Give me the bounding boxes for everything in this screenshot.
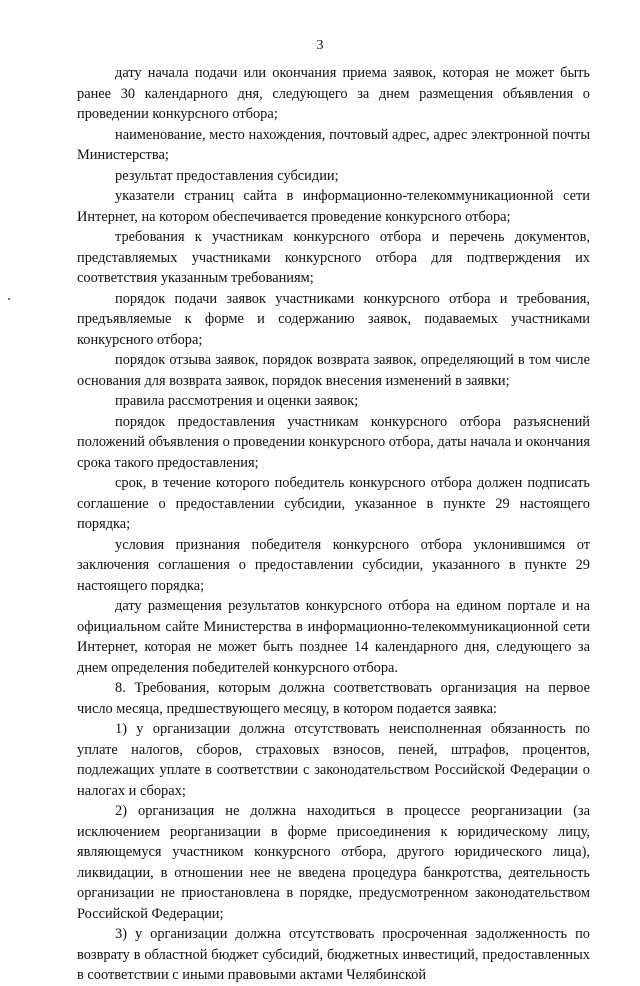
paragraph-agreement-term: срок, в течение которого победитель конкурсного отбора должен подписать соглашение о предоставлении субсидии, указанное в пункте 29 настоящего порядка; (77, 475, 590, 532)
paragraph-evasion-conditions: условия признания победителя конкурсного отбора уклонившимся от заключения соглашения о предоставлении субсидии, указанного в пункте 29 настоящего порядка; (77, 536, 590, 594)
paragraph-site-pages: указатели страниц сайта в информационно-телекоммуникационной сети Интернет, на котором обеспечивается проведение конкурсного отбора; (77, 188, 590, 225)
paragraph-clarifications: порядок предоставления участникам конкурсного отбора разъяснений положений объявления о проведении конкурсного отбора, даты начала и окончания срока такого предоставления; (77, 413, 590, 471)
paragraph-results-publication: дату размещения результатов конкурсного отбора на едином портале и на официальном сайте Министерства в информационно-телекоммуникационной сети Интернет, которая не может быть позднее 14 календарного дня, следующего за днем определения победителей конкурсного отбора. (77, 598, 590, 676)
paragraph-item-3: 3) у организации должна отсутствовать просроченная задолженность по возврату в областной бюджет субсидий, бюджетных инвестиций, предоставленных в соответствии с иными правовыми актами Челябинской (77, 926, 590, 983)
paragraph-participant-requirements: требования к участникам конкурсного отбора и перечень документов, представляемых участниками конкурсного отбора для подтверждения их соответствия указанным требованиям; (77, 229, 590, 286)
paragraph-item-2: 2) организация не должна находиться в процессе реорганизации (за исключением реорганизации в форме присоединения к юридическому лицу, являющемуся участником конкурсного отбора, другого юридического лица), ликвидации, в отношении нее не введена процедура банкротства, деятельность организации не приостановлена в порядке, предусмотренном законодательством Российской Федерации; (77, 803, 590, 922)
paragraph-application-deadline: дату начала подачи или окончания приема заявок, которая не может быть ранее 30 календарного дня, следующего за днем размещения объявления о проведении конкурсного отбора; (77, 65, 590, 122)
paragraph-ministry-address: наименование, место нахождения, почтовый адрес, адрес электронной почты Министерства; (77, 126, 590, 163)
paragraph-application-withdrawal: порядок отзыва заявок, порядок возврата заявок, определяющий в том числе основания для возврата заявок, порядок внесения изменений в заявки; (77, 352, 590, 389)
paragraph-subsidy-result: результат предоставления субсидии; (115, 167, 339, 184)
paragraph-item-1: 1) у организации должна отсутствовать неисполненная обязанность по уплате налогов, сборов, страховых взносов, пеней, штрафов, процентов, подлежащих уплате в соответствии с законодательством Российской Федерации о налогах и сборах; (77, 721, 590, 799)
paragraph-review-rules: правила рассмотрения и оценки заявок; (115, 393, 359, 409)
paragraph-application-procedure: порядок подачи заявок участниками конкурсного отбора и требования, предъявляемые к форме и содержанию заявок, подаваемых участниками конкурсного отбора; (77, 290, 590, 348)
paragraph-section-8: 8. Требования, которым должна соответствовать организация на первое число месяца, предшествующего месяцу, в котором подается заявка: (77, 680, 590, 717)
margin-mark (8, 298, 10, 300)
document-body (77, 63, 590, 986)
page-number: 3 (316, 38, 324, 53)
